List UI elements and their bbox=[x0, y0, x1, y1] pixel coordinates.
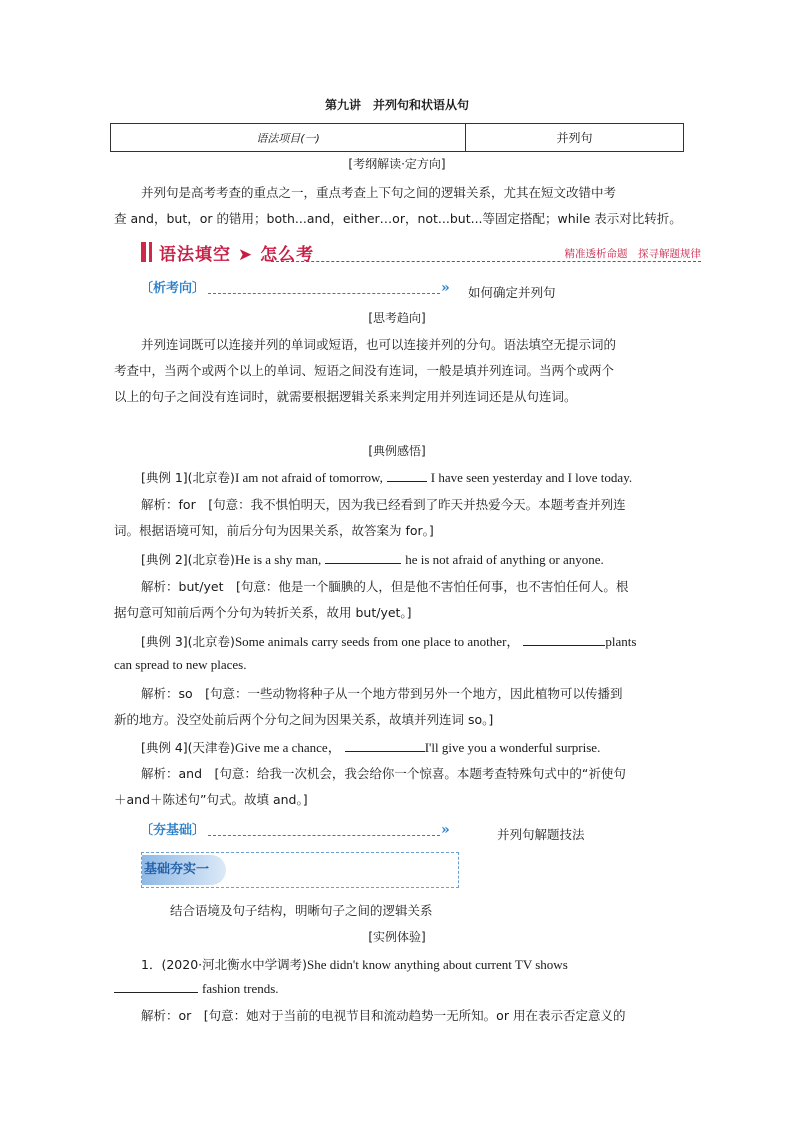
practice-heading: [实例体验] bbox=[368, 930, 426, 944]
banner-subtitle: 精准透析命题 探寻解题规律 bbox=[564, 248, 701, 260]
practice-1-question-cont bbox=[114, 980, 279, 997]
double-chevron-icon: » bbox=[441, 822, 450, 838]
example-3-blank bbox=[523, 633, 605, 646]
tag-analysis-dash bbox=[208, 292, 440, 294]
example-2-text-before: He is a shy man, bbox=[234, 552, 322, 567]
example-3-answer-cont: 新的地方。没空处前后两个分句之间为因果关系，故填并列连词 so。] bbox=[114, 712, 494, 727]
banner-underline bbox=[271, 261, 701, 262]
example-3-answer bbox=[141, 684, 623, 702]
example-4-answer-label: 解析： bbox=[141, 766, 179, 781]
example-2-answer-text: but/yet [句意：他是一个腼腆的人，但是他不害怕任何事，也不害怕任何人。根 bbox=[178, 579, 629, 594]
practice-1-blank bbox=[114, 980, 198, 993]
example-2-answer-label: 解析： bbox=[141, 579, 179, 594]
example-3-answer-text: so [句意：一些动物将种子从一个地方带到另外一个地方，因此植物可以传播到 bbox=[178, 686, 623, 701]
example-4-answer bbox=[141, 764, 626, 782]
example-1-question bbox=[141, 468, 632, 486]
example-4-answer-text: and [句意：给我一次机会，我会给你一个惊喜。本题考查特殊句式中的“祈使句 bbox=[178, 766, 626, 781]
lesson-title: 第九讲 并列句和状语从句 bbox=[324, 98, 469, 112]
example-2-text-after: he is not afraid of anything or anyone. bbox=[405, 552, 604, 567]
example-2-answer-cont: 据句意可知前后两个分句为转折关系，故用 but/yet。] bbox=[114, 605, 412, 620]
tag-foundation-dash bbox=[208, 834, 440, 836]
intro-line-2: 查 and，but，or 的错用；both...and，either…or，not...but...等固定搭配；while 表示对比转折。 bbox=[114, 211, 682, 226]
intro-line-1: 并列句是高考考查的重点之一，重点考查上下句之间的逻辑关系，尤其在短文改错中考 bbox=[141, 185, 617, 200]
example-2-question bbox=[141, 550, 604, 568]
tag-foundation: 〔夯基础〕 bbox=[140, 823, 206, 838]
think-line-2: 考查中，当两个或两个以上的单词、短语之间没有连词，一般是填并列连词。当两个或两个 bbox=[114, 363, 615, 378]
tag-analysis-topic: 如何确定并列句 bbox=[468, 285, 556, 300]
example-4-blank bbox=[345, 739, 425, 752]
section-heading: [考纲解读·定方向] bbox=[348, 157, 446, 171]
banner-title: 语法填空 ➤ 怎么考 bbox=[159, 245, 315, 265]
think-line-3: 以上的句子之间没有连词时，就需要根据逻辑关系来判定用并列连词还是从句连词。 bbox=[114, 389, 577, 404]
example-2-blank bbox=[325, 551, 401, 564]
example-1-blank bbox=[387, 469, 427, 482]
banner-bar bbox=[141, 242, 146, 262]
think-line-1: 并列连词既可以连接并列的单词或短语，也可以连接并列的分句。语法填空无提示词的 bbox=[141, 337, 617, 352]
practice-1-question bbox=[141, 955, 568, 973]
practice-1-text-line2: fashion trends. bbox=[201, 981, 279, 996]
example-3-text-before: Some animals carry seeds from one place to another， bbox=[234, 634, 520, 649]
tag-foundation-topic: 并列句解题技法 bbox=[497, 827, 585, 842]
banner-bar-thin bbox=[149, 242, 152, 262]
practice-1-text-before: She didn't know anything about current TV shows bbox=[307, 957, 568, 972]
example-3-text-after: plants bbox=[605, 634, 637, 649]
example-4-question bbox=[141, 737, 600, 756]
example-3-text-line2: can spread to new places. bbox=[114, 657, 247, 672]
example-4-text-after: I'll give you a wonderful surprise. bbox=[424, 740, 601, 755]
double-chevron-icon: » bbox=[441, 280, 450, 296]
example-2-answer bbox=[141, 577, 628, 595]
example-1-answer-cont: 词。根据语境可知，前后分句为因果关系，故答案为 for。] bbox=[114, 523, 434, 538]
example-4-prefix: [典例 4](天津卷) bbox=[141, 740, 235, 755]
foundation-pill: 基础夯实一 bbox=[142, 855, 226, 885]
example-1-text-before: I am not afraid of tomorrow, bbox=[234, 470, 383, 485]
example-1-text-after: I have seen yesterday and I love today. bbox=[430, 470, 633, 485]
practice-1-answer-text: or [句意：她对于当前的电视节目和流动趋势一无所知。or 用在表示否定意义的 bbox=[178, 1008, 626, 1023]
example-3-prefix: [典例 3](北京卷) bbox=[141, 634, 235, 649]
example-heading: [典例感悟] bbox=[368, 444, 426, 458]
header-cell-left: 语法项目(一) bbox=[111, 124, 466, 152]
example-2-prefix: [典例 2](北京卷) bbox=[141, 552, 235, 567]
example-3-question-cont bbox=[114, 657, 246, 673]
practice-1-answer bbox=[141, 1006, 625, 1024]
example-1-prefix: [典例 1](北京卷) bbox=[141, 470, 235, 485]
foundation-box bbox=[141, 852, 459, 888]
practice-1-prefix: 1．(2020·河北衡水中学调考) bbox=[141, 957, 307, 972]
example-1-answer bbox=[141, 495, 626, 513]
think-heading: [思考趋向] bbox=[368, 311, 426, 325]
header-cell-right: 并列句 bbox=[466, 124, 684, 152]
example-3-question bbox=[141, 631, 636, 650]
exam-banner bbox=[141, 240, 701, 264]
example-1-answer-text: for [句意：我不惧怕明天，因为我已经看到了昨天并热爱今天。本题考查并列连 bbox=[178, 497, 626, 512]
example-4-text-before: Give me a chance， bbox=[234, 740, 341, 755]
tag-analysis: 〔析考向〕 bbox=[140, 281, 206, 296]
example-4-answer-cont: ＋and＋陈述句”句式。故填 and。] bbox=[114, 792, 308, 807]
foundation-caption: 结合语境及句子结构，明晰句子之间的逻辑关系 bbox=[170, 903, 433, 918]
example-1-answer-label: 解析： bbox=[141, 497, 179, 512]
practice-1-answer-label: 解析： bbox=[141, 1008, 179, 1023]
header-table bbox=[110, 123, 684, 152]
example-3-answer-label: 解析： bbox=[141, 686, 179, 701]
